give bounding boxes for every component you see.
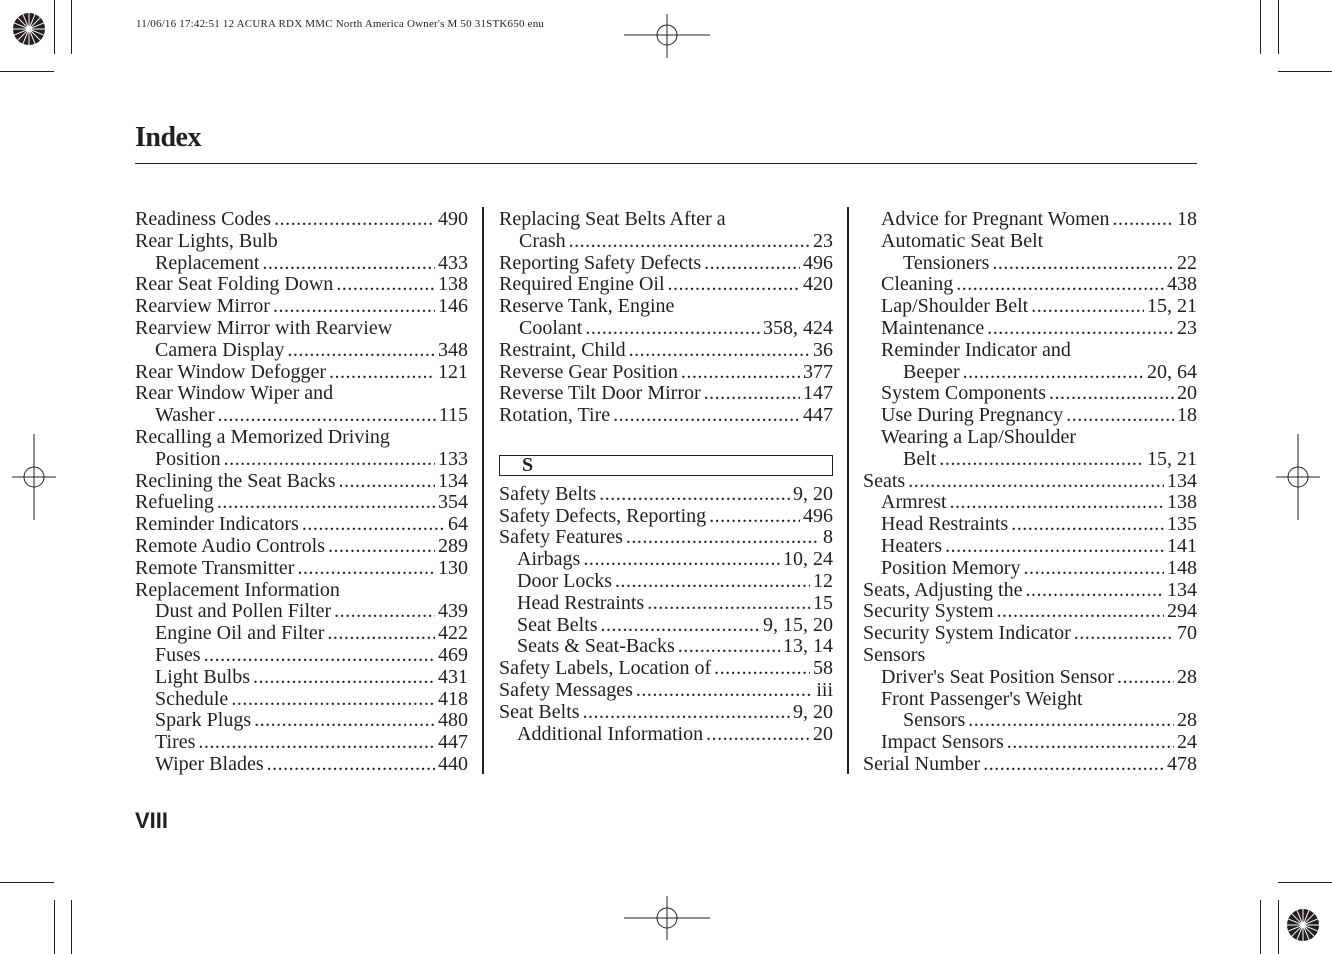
index-page-ref: 9, 20 xyxy=(793,483,833,505)
index-term: Seats & Seat-Backs xyxy=(517,636,675,658)
index-page-ref: 13, 14 xyxy=(783,636,833,658)
index-term: Safety Features xyxy=(499,527,623,549)
index-term: Head Restraints xyxy=(881,514,1009,536)
index-term: Driver's Seat Position Sensor xyxy=(881,666,1115,688)
index-page-ref: 9, 20 xyxy=(793,701,833,723)
dot-leader xyxy=(1007,732,1174,754)
index-term: Reminder Indicator and xyxy=(881,339,1071,361)
index-page-ref: 146 xyxy=(438,296,468,318)
index-entry xyxy=(499,484,833,506)
dot-leader xyxy=(629,340,810,362)
index-term: Wearing a Lap/Shoulder xyxy=(881,426,1076,448)
index-entry xyxy=(863,732,1197,754)
index-term: Maintenance xyxy=(881,317,985,339)
dot-leader xyxy=(963,362,1144,384)
index-page-ref: 18 xyxy=(1177,209,1197,230)
index-term: Safety Belts xyxy=(499,483,597,505)
index-term: Safety Messages xyxy=(499,679,633,701)
index-entry xyxy=(499,593,833,615)
dot-leader xyxy=(224,449,435,471)
index-entry xyxy=(135,471,468,493)
index-term: Sensors xyxy=(863,644,926,666)
dot-leader xyxy=(968,710,1174,732)
index-term: Readiness Codes xyxy=(135,209,272,230)
index-entry xyxy=(863,754,1197,776)
index-column-3 xyxy=(863,209,1197,776)
spacer xyxy=(499,427,833,449)
index-page-ref: 418 xyxy=(438,688,468,710)
index-page-ref: 115 xyxy=(438,405,468,427)
dot-leader xyxy=(599,484,790,506)
dot-leader xyxy=(585,318,760,340)
index-entry xyxy=(135,318,468,340)
index-entry xyxy=(863,667,1197,689)
index-term: Additional Information xyxy=(517,723,704,745)
index-term: Rear Seat Folding Down xyxy=(135,274,334,296)
index-term: Seat Belts xyxy=(499,701,580,723)
index-entry xyxy=(135,427,468,449)
index-entry xyxy=(863,231,1197,253)
dot-leader xyxy=(613,405,800,427)
index-entry xyxy=(499,571,833,593)
index-page-ref: 20, 64 xyxy=(1147,361,1197,383)
index-entry xyxy=(499,231,833,253)
index-entry xyxy=(135,449,468,471)
index-entry xyxy=(499,615,833,637)
index-term: Tires xyxy=(155,732,196,754)
index-page-ref: 289 xyxy=(438,535,468,557)
index-entry xyxy=(499,383,833,405)
title-rule xyxy=(135,163,1197,164)
dot-leader xyxy=(636,680,813,702)
index-column-1 xyxy=(135,209,468,776)
index-term: Fuses xyxy=(155,644,201,666)
index-term: Seat Belts xyxy=(517,614,598,636)
sunburst-registration-icon xyxy=(12,12,46,46)
index-page-ref: 36 xyxy=(813,339,833,361)
index-term: Replacement Information xyxy=(135,579,340,601)
index-term: Reserve Tank, Engine xyxy=(499,296,675,318)
index-list xyxy=(499,209,833,427)
index-page-ref: 440 xyxy=(438,753,468,775)
index-entry xyxy=(135,580,468,602)
print-slug: 11/06/16 17:42:51 12 ACURA RDX MMC North America Owner's M 50 31STK650 enu xyxy=(136,18,545,30)
index-term: Advice for Pregnant Women xyxy=(881,209,1110,230)
index-page-ref: 138 xyxy=(438,274,468,296)
index-term: Washer xyxy=(155,405,215,427)
dot-leader xyxy=(329,362,435,384)
dot-leader xyxy=(626,527,820,549)
dot-leader xyxy=(678,636,780,658)
index-term: Replacing Seat Belts After a xyxy=(499,209,726,230)
page-number: VIII xyxy=(135,808,169,833)
index-entry xyxy=(863,623,1197,645)
index-entry xyxy=(863,601,1197,623)
index-entry xyxy=(135,209,468,231)
dot-leader xyxy=(668,274,800,296)
index-entry xyxy=(863,209,1197,231)
dot-leader xyxy=(328,536,435,558)
index-page-ref: 294 xyxy=(1167,601,1197,623)
index-term: Serial Number xyxy=(863,753,981,775)
index-entry xyxy=(135,536,468,558)
page-title: Index xyxy=(135,122,201,153)
index-page-ref: 12 xyxy=(813,570,833,592)
index-term: Recalling a Memorized Driving xyxy=(135,426,390,448)
index-entry xyxy=(135,383,468,405)
index-term: Reverse Tilt Door Mirror xyxy=(499,383,701,405)
dot-leader xyxy=(297,558,435,580)
index-term: Schedule xyxy=(155,688,229,710)
index-term: Camera Display xyxy=(155,339,285,361)
index-entry xyxy=(863,383,1197,405)
index-page-ref: 420 xyxy=(803,274,833,296)
index-term: Automatic Seat Belt xyxy=(881,230,1044,252)
index-entry xyxy=(863,274,1197,296)
dot-leader xyxy=(583,549,780,571)
dot-leader xyxy=(254,710,435,732)
index-list xyxy=(499,484,833,746)
index-term: Spark Plugs xyxy=(155,710,252,732)
index-term: Lap/Shoulder Belt xyxy=(881,296,1029,318)
index-term: Use During Pregnancy xyxy=(881,405,1064,427)
index-term: Head Restraints xyxy=(517,592,645,614)
index-entry xyxy=(135,296,468,318)
index-page-ref: 23 xyxy=(1177,317,1197,339)
index-term: System Components xyxy=(881,383,1047,405)
index-entry xyxy=(499,658,833,680)
crosshair-registration-icon xyxy=(12,434,56,520)
index-page-ref: 121 xyxy=(438,361,468,383)
index-entry xyxy=(863,449,1197,471)
index-column-2 xyxy=(499,209,833,745)
index-term: Remote Audio Controls xyxy=(135,535,325,557)
index-page-ref: 433 xyxy=(438,252,468,274)
index-page-ref: iii xyxy=(816,679,833,701)
dot-leader xyxy=(997,601,1164,623)
index-page-ref: 23 xyxy=(813,230,833,252)
index-term: Refueling xyxy=(135,492,214,514)
dot-leader xyxy=(950,492,1164,514)
index-page-ref: 15 xyxy=(813,592,833,614)
dot-leader xyxy=(945,536,1164,558)
index-term: Security System Indicator xyxy=(863,623,1071,645)
index-entry xyxy=(135,754,468,776)
dot-leader xyxy=(336,274,435,296)
index-entry xyxy=(135,732,468,754)
dot-leader xyxy=(601,615,760,637)
index-entry xyxy=(499,702,833,724)
column-divider xyxy=(847,207,849,774)
index-entry xyxy=(135,558,468,580)
dot-leader xyxy=(583,702,790,724)
index-entry xyxy=(135,667,468,689)
dot-leader xyxy=(714,658,810,680)
dot-leader xyxy=(706,724,810,746)
index-term: Belt xyxy=(903,448,937,470)
dot-leader xyxy=(327,623,435,645)
index-entry xyxy=(863,645,1197,667)
index-term: Beeper xyxy=(903,361,960,383)
dot-leader xyxy=(339,471,435,493)
index-entry xyxy=(499,636,833,658)
index-page-ref: 70 xyxy=(1177,623,1197,645)
index-page-ref: 58 xyxy=(813,658,833,680)
index-page-ref: 135 xyxy=(1167,514,1197,536)
index-term: Sensors xyxy=(903,710,966,732)
dot-leader xyxy=(273,296,435,318)
dot-leader xyxy=(681,362,800,384)
index-term: Position xyxy=(155,448,221,470)
sunburst-registration-icon xyxy=(1286,908,1320,942)
dot-leader xyxy=(704,253,800,275)
index-term: Position Memory xyxy=(881,557,1021,579)
index-term: Rear Window Wiper and xyxy=(135,383,334,405)
dot-leader xyxy=(704,383,800,405)
dot-leader xyxy=(615,571,810,593)
index-entry xyxy=(135,253,468,275)
index-page-ref: 8 xyxy=(823,527,833,549)
index-entry xyxy=(863,536,1197,558)
index-entry xyxy=(499,506,833,528)
index-page-ref: 480 xyxy=(438,710,468,732)
dot-leader xyxy=(992,253,1174,275)
index-entry xyxy=(863,296,1197,318)
index-page-ref: 348 xyxy=(438,339,468,361)
index-entry xyxy=(863,340,1197,362)
index-entry xyxy=(863,492,1197,514)
index-term: Airbags xyxy=(517,549,581,571)
dot-leader xyxy=(1049,383,1174,405)
index-term: Heaters xyxy=(881,535,943,557)
index-entry xyxy=(135,689,468,711)
index-entry xyxy=(863,318,1197,340)
index-entry xyxy=(863,253,1197,275)
index-term: Reverse Gear Position xyxy=(499,361,678,383)
index-page-ref: 439 xyxy=(438,601,468,623)
index-page-ref: 148 xyxy=(1167,557,1197,579)
index-term: Engine Oil and Filter xyxy=(155,623,325,645)
dot-leader xyxy=(198,732,435,754)
index-entry xyxy=(499,405,833,427)
index-page-ref: 438 xyxy=(1167,274,1197,296)
index-entry xyxy=(863,427,1197,449)
index-page-ref: 478 xyxy=(1167,753,1197,775)
index-page-ref: 147 xyxy=(803,383,833,405)
index-page-ref: 64 xyxy=(448,514,468,536)
index-term: Reclining the Seat Backs xyxy=(135,470,336,492)
index-term: Dust and Pollen Filter xyxy=(155,601,332,623)
crosshair-registration-icon xyxy=(624,14,710,58)
index-term: Coolant xyxy=(519,317,583,339)
index-entry xyxy=(863,471,1197,493)
index-term: Safety Labels, Location of xyxy=(499,658,712,680)
dot-leader xyxy=(287,340,435,362)
index-term: Reporting Safety Defects xyxy=(499,252,702,274)
dot-leader xyxy=(217,405,435,427)
index-term: Security System xyxy=(863,601,994,623)
index-page-ref: 9, 15, 20 xyxy=(763,614,833,636)
index-entry xyxy=(135,231,468,253)
index-page-ref: 496 xyxy=(803,252,833,274)
index-page-ref: 130 xyxy=(438,557,468,579)
index-entry xyxy=(135,710,468,732)
dot-leader xyxy=(204,645,435,667)
index-page-ref: 10, 24 xyxy=(783,549,833,571)
index-entry xyxy=(863,580,1197,602)
index-page-ref: 422 xyxy=(438,623,468,645)
index-entry xyxy=(135,405,468,427)
index-entry xyxy=(135,340,468,362)
index-entry xyxy=(135,623,468,645)
index-page-ref: 447 xyxy=(438,732,468,754)
index-term: Seats xyxy=(863,470,906,492)
index-page-ref: 20 xyxy=(1177,383,1197,405)
index-page-ref: 138 xyxy=(1167,492,1197,514)
index-page-ref: 22 xyxy=(1177,252,1197,274)
index-entry xyxy=(863,558,1197,580)
index-page-ref: 141 xyxy=(1167,535,1197,557)
index-page-ref: 431 xyxy=(438,666,468,688)
index-page-ref: 377 xyxy=(803,361,833,383)
index-entry xyxy=(135,492,468,514)
index-page-ref: 490 xyxy=(438,209,468,230)
dot-leader xyxy=(709,506,800,528)
dot-leader xyxy=(1011,514,1164,536)
index-term: Required Engine Oil xyxy=(499,274,665,296)
index-term: Rearview Mirror xyxy=(135,296,270,318)
index-entry xyxy=(863,514,1197,536)
index-term: Seats, Adjusting the xyxy=(863,579,1023,601)
index-page-ref: 15, 21 xyxy=(1147,296,1197,318)
dot-leader xyxy=(1074,623,1174,645)
index-page-ref: 496 xyxy=(803,505,833,527)
index-page-ref: 134 xyxy=(438,470,468,492)
dot-leader xyxy=(231,689,435,711)
index-entry xyxy=(135,362,468,384)
index-term: Armrest xyxy=(881,492,947,514)
dot-leader xyxy=(1066,405,1174,427)
index-term: Impact Sensors xyxy=(881,732,1004,754)
index-entry xyxy=(499,340,833,362)
index-page-ref: 24 xyxy=(1177,732,1197,754)
dot-leader xyxy=(262,253,435,275)
section-letter-header: S xyxy=(499,455,833,476)
dot-leader xyxy=(939,449,1144,471)
index-page-ref: 20 xyxy=(813,723,833,745)
crosshair-registration-icon xyxy=(1276,434,1320,520)
dot-leader xyxy=(274,209,435,231)
index-term: Rotation, Tire xyxy=(499,405,611,427)
dot-leader xyxy=(1117,667,1174,689)
index-entry xyxy=(499,680,833,702)
dot-leader xyxy=(1031,296,1144,318)
index-term: Crash xyxy=(519,230,566,252)
index-entry xyxy=(135,601,468,623)
index-term: Safety Defects, Reporting xyxy=(499,505,707,527)
index-entry xyxy=(499,253,833,275)
index-entry xyxy=(135,274,468,296)
index-page-ref: 447 xyxy=(803,405,833,427)
index-entry xyxy=(499,549,833,571)
index-page-ref: 469 xyxy=(438,644,468,666)
index-term: Restraint, Child xyxy=(499,339,626,361)
index-page-ref: 18 xyxy=(1177,405,1197,427)
index-entry xyxy=(499,724,833,746)
index-term: Tensioners xyxy=(903,252,990,274)
index-entry xyxy=(863,405,1197,427)
index-entry xyxy=(863,362,1197,384)
index-term: Rear Lights, Bulb xyxy=(135,230,278,252)
index-term: Light Bulbs xyxy=(155,666,251,688)
dot-leader xyxy=(983,754,1164,776)
index-entry xyxy=(499,362,833,384)
dot-leader xyxy=(569,231,810,253)
dot-leader xyxy=(908,471,1164,493)
index-term: Rearview Mirror with Rearview xyxy=(135,317,393,339)
index-entry xyxy=(863,710,1197,732)
index-term: Rear Window Defogger xyxy=(135,361,326,383)
dot-leader xyxy=(217,492,435,514)
index-term: Remote Transmitter xyxy=(135,557,295,579)
index-entry xyxy=(499,527,833,549)
index-page-ref: 133 xyxy=(438,448,468,470)
index-page-ref: 28 xyxy=(1177,666,1197,688)
dot-leader xyxy=(1023,558,1164,580)
index-page-ref: 28 xyxy=(1177,710,1197,732)
index-entry xyxy=(499,209,833,231)
index-entry xyxy=(135,645,468,667)
index-term: Replacement xyxy=(155,252,260,274)
index-page-ref: 358, 424 xyxy=(763,317,833,339)
dot-leader xyxy=(956,274,1164,296)
dot-leader xyxy=(1113,209,1174,231)
index-entry xyxy=(135,514,468,536)
index-term: Reminder Indicators xyxy=(135,514,299,536)
index-page-ref: 134 xyxy=(1167,470,1197,492)
dot-leader xyxy=(253,667,435,689)
dot-leader xyxy=(334,601,435,623)
index-term: Cleaning xyxy=(881,274,954,296)
dot-leader xyxy=(987,318,1174,340)
index-page-ref: 134 xyxy=(1167,579,1197,601)
dot-leader xyxy=(647,593,810,615)
index-term: Front Passenger's Weight xyxy=(881,688,1083,710)
index-page-ref: 354 xyxy=(438,492,468,514)
index-page-ref: 15, 21 xyxy=(1147,448,1197,470)
dot-leader xyxy=(302,514,445,536)
index-term: Wiper Blades xyxy=(155,753,264,775)
crosshair-registration-icon xyxy=(624,896,710,940)
index-entry xyxy=(863,689,1197,711)
index-entry xyxy=(499,274,833,296)
column-divider xyxy=(482,207,484,774)
index-entry xyxy=(499,318,833,340)
index-term: Door Locks xyxy=(517,570,612,592)
index-entry xyxy=(499,296,833,318)
dot-leader xyxy=(267,754,435,776)
dot-leader xyxy=(1025,580,1164,602)
